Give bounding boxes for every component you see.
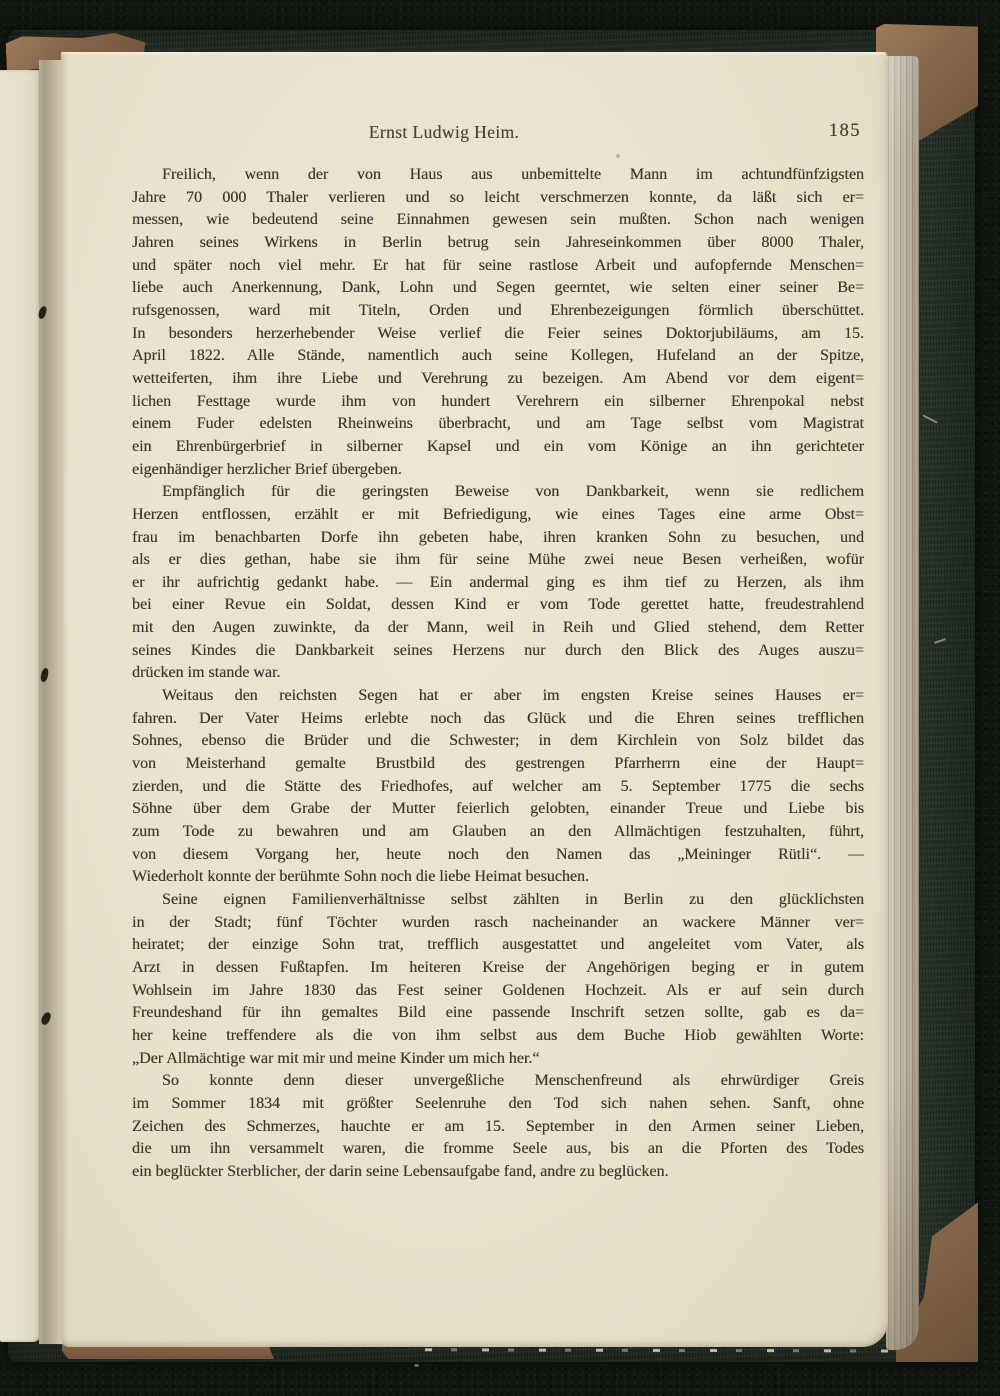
previous-page-edge [0,70,41,1342]
text-line: Söhne über dem Grabe der Mutter feierlich gelobten, einander Treue und Liebe bis [132,800,864,818]
text-line: von diesem Vorgang her, heute noch den Namen das „Meininger Rütli“. — [132,845,864,863]
page-number: 185 [828,121,861,141]
text-line: Arzt in dessen Fußtapfen. Im heiteren Kreise der Angehörigen beging er in gutem [132,958,864,976]
text-line: drücken im stande war. [132,664,281,682]
paragraph [132,1070,864,1183]
text-line: messen, wie bedeutend seine Einnahmen gewesen sein mußten. Schon nach wenigen [132,211,864,229]
text-line: fahren. Der Vater Heims erlebte noch das Glück und die Ehren seines trefflichen [132,709,864,727]
text-line: Herzen entflossen, erzählt er mit Befriedigung, wie eines Tages eine arme Obst= [132,505,864,523]
text-line: er ihr aufrichtig gedankt habe. — Ein andermal ging es ihm tief zu Herzen, als ihm [132,573,864,591]
text-block [132,164,864,1184]
text-line: mit den Augen zuwinkte, da der Mann, weil in Reih und Glied stehend, dem Retter [132,619,864,637]
text-line: In besonders herzerhebender Weise verlief die Feier seines Doktorjubiläums, am 15. [132,324,864,342]
text-line: Zeichen des Schmerzes, hauchte er am 15. September in den Armen seiner Lieben, [132,1117,864,1135]
text-line: zum Tode zu bewahren und am Glauben an den Allmächtigen festzuhalten, führt, [132,823,864,841]
text-line: zierden, und die Stätte des Friedhofes, auf welcher am 5. September 1775 die sechs [132,777,864,795]
paragraph [132,889,864,1070]
text-line: und später noch viel mehr. Er hat für seine rastlose Arbeit und aufopfernde Menschen= [132,256,864,274]
text-line: in der Stadt; fünf Töchter wurden rasch nacheinander an wackere Männer ver= [132,913,864,931]
text-line: Weitaus den reichsten Segen hat er aber im engsten Kreise seines Hauses er= [162,687,864,705]
book-page [61,52,888,1347]
text-line: die um ihn versammelt waren, die fromme Seele aus, bis an die Pforten des Todes [132,1140,864,1158]
text-line: heiratet; der einzige Sohn trat, trefflich ausgestattet und angeleitet vom Vater, als [132,936,864,954]
text-line: einem Fuder edelsten Rheinweins überbracht, und am Tage selbst vom Magistrat [132,415,864,433]
text-line: ein beglückter Sterblicher, der darin seine Lebensaufgabe fand, andre zu beglücken. [132,1162,669,1180]
text-line: seines Kindes die Dankbarkeit seines Herzens nur durch den Blick des Auges auszu= [132,641,864,659]
text-line: her keine treffendere als die von ihm selbst aus dem Buche Hiob gewählten Worte: [132,1026,864,1044]
text-line: wetteiferten, ihm ihre Liebe und Verehrung zu bezeigen. Am Abend vor dem eigent= [132,369,864,387]
paragraph [132,685,864,889]
page-stack-fore-edge [886,56,919,1350]
text-line: von Meisterhand gemalte Brustbild des gestrengen Pfarrherrn eine der Haupt= [132,755,864,773]
text-line: Wiederholt konnte der berühmte Sohn noch die liebe Heimat besuchen. [132,868,589,886]
text-line: „Der Allmächtige war mit mir und meine Kinder um mich her.“ [132,1049,540,1067]
text-line: eigenhändiger herzlicher Brief übergeben. [132,460,402,478]
text-line: im Sommer 1834 mit größter Seelenruhe den Tod sich nahen sehen. Sanft, ohne [132,1094,864,1112]
page-title: Ernst Ludwig Heim. [368,122,520,142]
text-line: Empfänglich für die geringsten Beweise von Dankbarkeit, wenn sie redlichem [162,483,864,501]
paragraph [132,481,864,685]
text-line: Seine eignen Familienverhältnisse selbst zählten in Berlin zu den glücklichsten [162,891,864,908]
text-line: ein Ehrenbürgerbrief in silberner Kapsel und ein vom Könige an ihn gerichteter [132,437,864,455]
text-line: liebe auch Anerkennung, Dank, Lohn und Segen geerntet, wie selten einer seiner Be= [132,279,864,297]
running-head [132,122,864,148]
paper-blemish [414,1364,419,1367]
text-line: So konnte denn dieser unvergeßliche Menschenfreund als ehrwürdiger Greis [162,1072,864,1090]
paper-blemish [616,154,620,158]
text-line: Freilich, wenn der von Haus aus unbemittelte Mann im achtundfünfzigsten [162,166,864,183]
text-line: lichen Festtage wurde ihm von hundert Verehrern ein silberner Ehrenpokal nebst [132,392,864,410]
text-line: Wohlsein im Jahre 1830 das Fest seiner Goldenen Hochzeit. Als er auf sein durch [132,981,864,999]
text-line: Jahre 70 000 Thaler verlieren und so leicht verschmerzen konnte, da läßt sich er= [132,188,864,206]
text-line: frau im benachbarten Dorfe ihn gebeten habe, ihren kranken Sohn zu besuchen, und [132,528,864,546]
text-line: Freundeshand für ihn gemaltes Bild eine passende Inschrift setzen sollte, gab es da= [132,1004,864,1022]
paragraph [132,164,864,481]
text-line: April 1822. Alle Stände, namentlich auch seine Kollegen, Hufeland an der Spitze, [132,347,864,365]
text-line: Sohnes, ebenso die Brüder und die Schwester; in dem Kirchlein von Solz bildet das [132,732,864,750]
text-line: rufsgenossen, ward mit Titeln, Orden und Ehrenbezeigungen förmlich überschüttet. [132,301,864,319]
text-line: bei einer Revue ein Soldat, dessen Kind er vom Tode gerettet hatte, freudestrahlend [132,596,864,614]
text-line: Jahren seines Wirkens in Berlin betrug sein Jahreseinkommen über 8000 Thaler, [132,233,864,251]
text-line: als er dies gethan, habe sie ihm für seine Mühe zwei neue Besen verheißen, wofür [132,551,864,569]
